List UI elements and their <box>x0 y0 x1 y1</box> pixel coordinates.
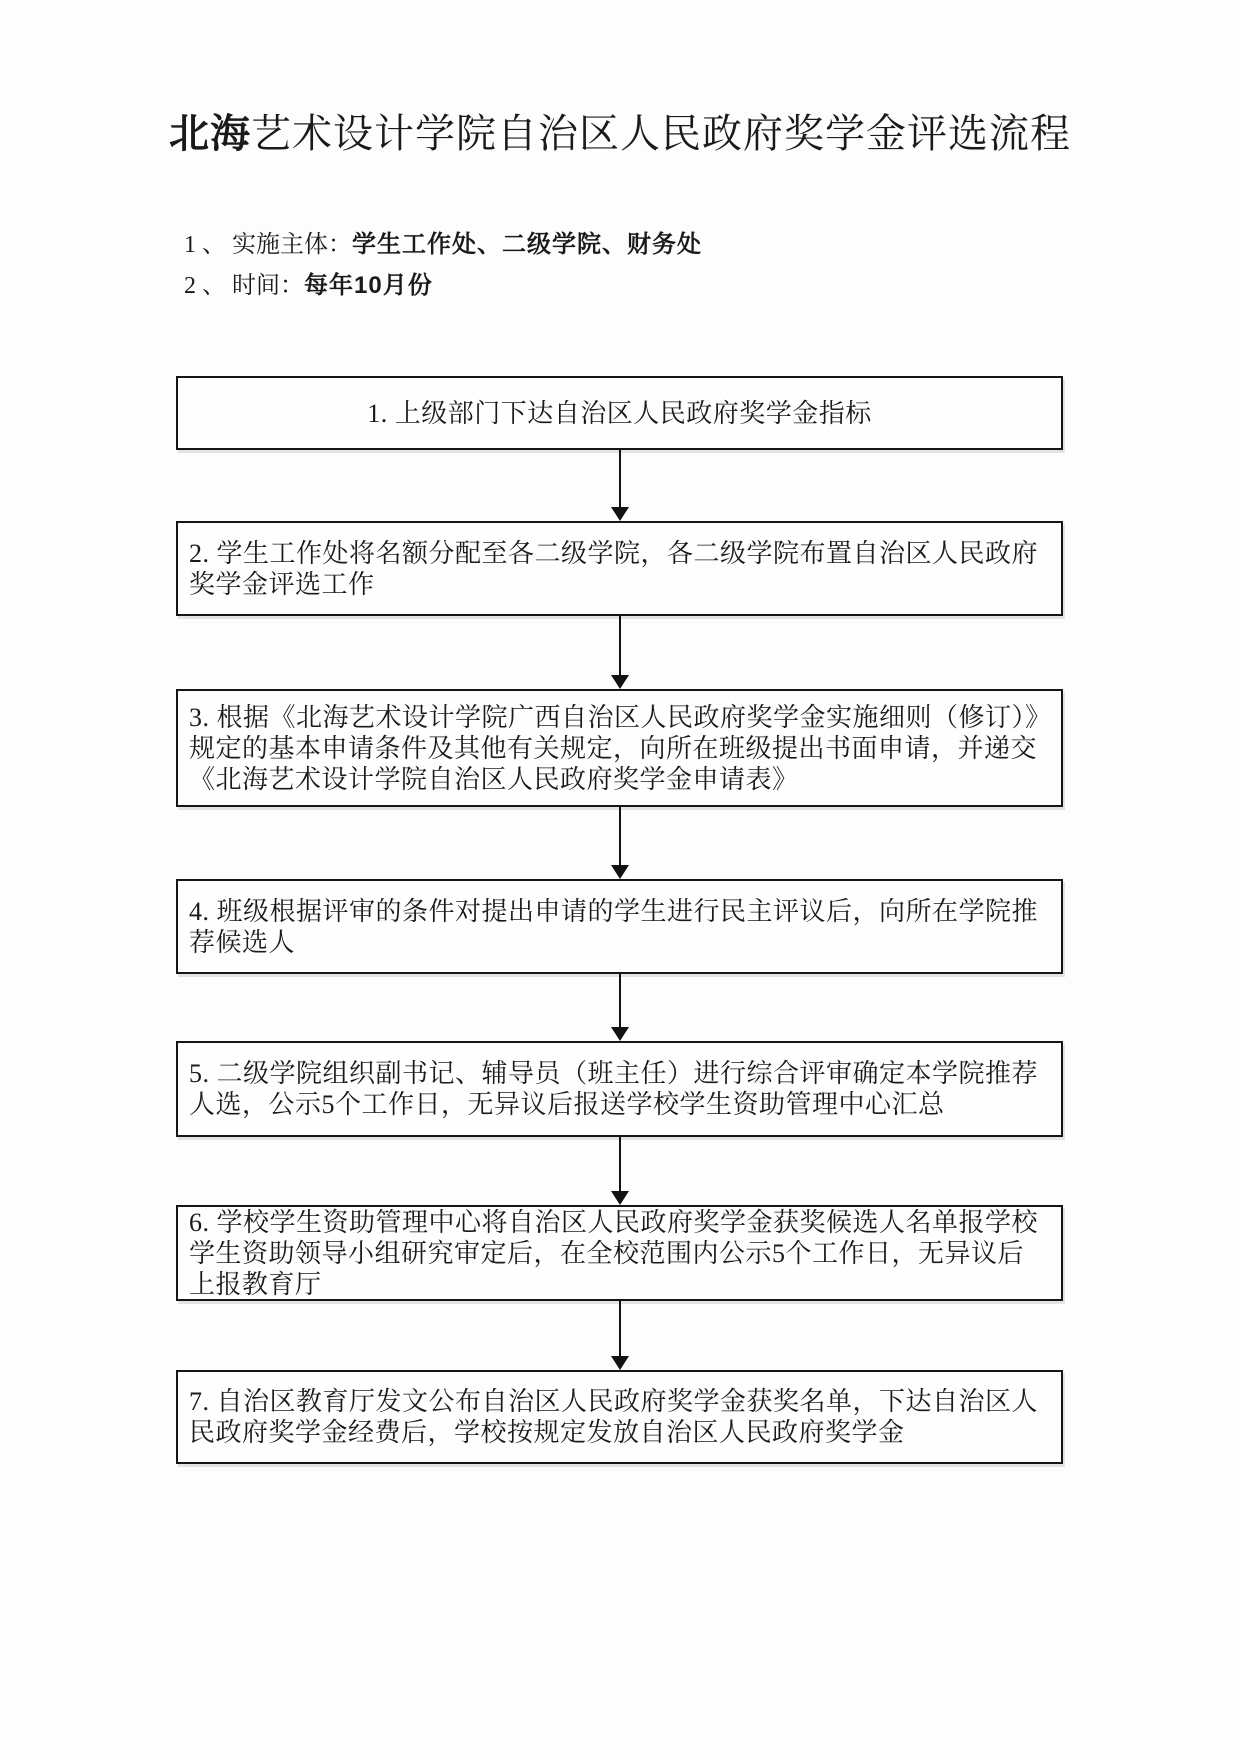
page-title-emphasis: 北海 <box>169 112 251 156</box>
arrow-down-icon <box>611 1191 629 1205</box>
arrow-stem <box>619 974 621 1027</box>
flow-arrow-1 <box>176 450 1063 521</box>
flow-step-3 <box>176 689 1063 807</box>
flow-step-text: 1. 上级部门下达自治区人民政府奖学金指标 <box>367 398 872 428</box>
intro-item-label: 时间： <box>232 273 304 299</box>
intro-list <box>184 229 702 311</box>
arrow-down-icon <box>611 507 629 521</box>
arrow-down-icon <box>611 675 629 689</box>
flow-step-text: 7. 自治区教育厅发文公布自治区人民政府奖学金获奖名单，下达自治区人民政府奖学金经费后，学校按规定发放自治区人民政府奖学金 <box>189 1387 1039 1447</box>
intro-item-marker: 2、 <box>184 273 232 299</box>
arrow-down-icon <box>611 865 629 879</box>
page-title <box>0 110 1240 158</box>
arrow-down-icon <box>611 1027 629 1041</box>
flow-step-text: 2. 学生工作处将名额分配至各二级学院，各二级学院布置自治区人民政府奖学金评选工作 <box>189 538 1039 599</box>
flow-step-text: 6. 学校学生资助管理中心将自治区人民政府奖学金获奖候选人名单报学校学生资助领导小组研究审定后，在全校范围内公示5个工作日，无异议后上报教育厅 <box>189 1207 1039 1299</box>
intro-item-time <box>184 270 702 302</box>
arrow-stem <box>619 450 621 507</box>
arrow-stem <box>619 1301 621 1356</box>
flow-step-text: 4. 班级根据评审的条件对提出申请的学生进行民主评议后，向所在学院推荐候选人 <box>189 896 1039 957</box>
arrow-stem <box>619 1137 621 1191</box>
flow-arrow-2 <box>176 616 1063 689</box>
flow-step-5 <box>176 1041 1063 1137</box>
flow-arrow-4 <box>176 974 1063 1041</box>
flow-step-7 <box>176 1370 1063 1464</box>
flow-arrow-5 <box>176 1137 1063 1205</box>
arrow-stem <box>619 616 621 675</box>
flow-step-6 <box>176 1205 1063 1301</box>
flow-arrow-3 <box>176 807 1063 879</box>
arrow-down-icon <box>611 1356 629 1370</box>
intro-item-label: 实施主体： <box>232 232 352 258</box>
flow-step-text: 3. 根据《北海艺术设计学院广西自治区人民政府奖学金实施细则（修订）》规定的基本申请条件及其他有关规定，向所在班级提出书面申请，并递交《北海艺术设计学院自治区人民政府奖学金申请表》 <box>189 702 1039 794</box>
page-title-rest: 艺术设计学院自治区人民政府奖学金评选流程 <box>251 112 1071 156</box>
flowchart <box>176 376 1063 1464</box>
arrow-stem <box>619 807 621 865</box>
intro-item-subject <box>184 229 702 261</box>
flow-step-2 <box>176 521 1063 616</box>
flow-step-4 <box>176 879 1063 974</box>
flow-step-1 <box>176 376 1063 450</box>
flow-step-text: 5. 二级学院组织副书记、辅导员（班主任）进行综合评审确定本学院推荐人选，公示5个工作日，无异议后报送学校学生资助管理中心汇总 <box>189 1059 1039 1119</box>
intro-item-value: 每年10月份 <box>304 272 433 299</box>
intro-item-marker: 1、 <box>184 232 232 258</box>
intro-item-value: 学生工作处、二级学院、财务处 <box>352 231 702 258</box>
flow-arrow-6 <box>176 1301 1063 1370</box>
